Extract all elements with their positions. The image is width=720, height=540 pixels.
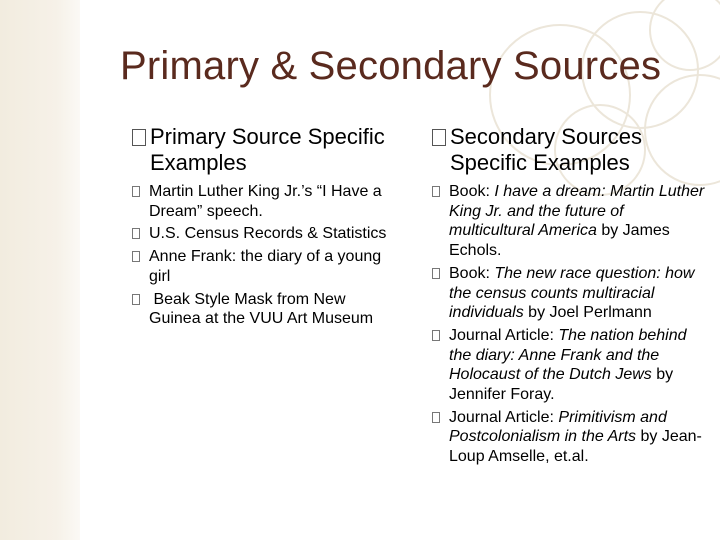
item-title: Primitivism and Postcolonialism in the Arts [449,408,667,446]
list-item-text: Beak Style Mask from New Guinea at the VUU Art Museum [149,290,374,328]
item-title: The nation behind the diary: Anne Frank and the Holocaust of the Dutch Jews [449,326,687,384]
list-item [432,408,706,467]
list-item [132,247,392,286]
bullet-box-icon [132,251,140,262]
list-item-text: U.S. Census Records & Statistics [149,225,387,243]
list-item [132,290,392,329]
item-suffix: by Jean-Loup Amselle, et.al. [449,428,702,466]
list-item-text: Anne Frank: the diary of a young girl [149,248,382,285]
list-item [432,264,706,323]
item-suffix: by James Echols. [449,222,670,260]
item-title: The new race question: how the census counts multiracial individuals [449,264,695,322]
heading-text: Secondary Sources Specific Examples [450,124,642,175]
primary-sources-column [132,124,392,332]
list-item [432,182,706,261]
bullet-box-icon [132,186,140,197]
primary-sources-list [132,182,392,329]
heading-text: Primary Source Specific Examples [150,124,385,175]
bullet-box-icon [132,129,146,146]
bullet-box-icon [432,330,440,341]
item-prefix: Journal Article: [449,326,559,344]
list-item [132,182,392,221]
bullet-box-icon [132,228,140,239]
bullet-box-icon [432,412,440,423]
item-title: I have a dream: Martin Luther King Jr. and the future of multicultural America [449,183,705,240]
bullet-box-icon [432,268,440,279]
item-prefix: Book: [449,264,495,282]
bullet-box-icon [432,186,440,197]
item-prefix: Journal Article: [449,408,559,426]
secondary-sources-heading [432,124,706,176]
list-item-text: Martin Luther King Jr.’s “I Have a Dream” speech. [149,183,382,220]
bullet-box-icon [132,294,140,305]
secondary-sources-column [432,124,706,470]
item-prefix: Book: [449,183,495,200]
bullet-box-icon [432,129,446,146]
item-suffix: by Jennifer Foray. [449,366,674,404]
item-suffix: by Joel Perlmann [523,304,652,322]
list-item [132,224,392,244]
primary-sources-heading [132,124,392,176]
list-item [432,326,706,405]
secondary-sources-list [432,182,706,467]
slide-title: Primary & Secondary Sources [120,44,662,88]
